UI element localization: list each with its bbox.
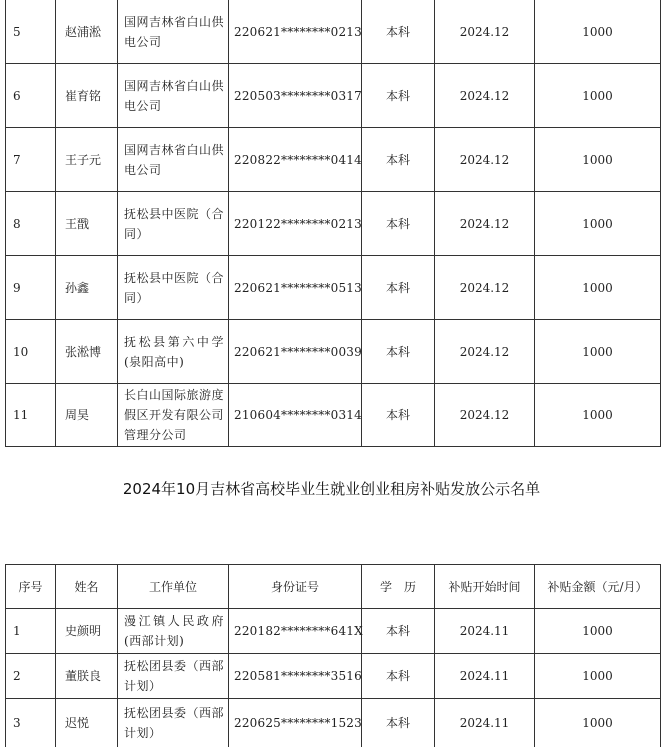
cell-start-date: 2024.12 bbox=[435, 256, 535, 320]
cell-index: 6 bbox=[6, 64, 56, 128]
header-employer: 工作单位 bbox=[118, 565, 229, 609]
cell-index: 7 bbox=[6, 128, 56, 192]
document-title: 2024年10月吉林省高校毕业生就业创业租房补贴发放公示名单 bbox=[122, 480, 541, 498]
cell-id-number: 220822********0414 bbox=[229, 128, 362, 192]
cell-id-number: 220503********0317 bbox=[229, 64, 362, 128]
cell-amount: 1000 bbox=[535, 192, 661, 256]
cell-employer: 抚松团县委（西部计划） bbox=[118, 654, 229, 699]
cell-education: 本科 bbox=[362, 192, 435, 256]
cell-name: 王戬 bbox=[56, 192, 118, 256]
table-row bbox=[6, 64, 661, 128]
cell-index: 1 bbox=[6, 609, 56, 654]
cell-amount: 1000 bbox=[535, 128, 661, 192]
cell-amount: 1000 bbox=[535, 64, 661, 128]
cell-name: 王子元 bbox=[56, 128, 118, 192]
table-row bbox=[6, 192, 661, 256]
cell-name: 迟悦 bbox=[56, 699, 118, 748]
cell-id-number: 220621********0513 bbox=[229, 256, 362, 320]
cell-start-date: 2024.11 bbox=[435, 654, 535, 699]
cell-amount: 1000 bbox=[535, 654, 661, 699]
table-row bbox=[6, 384, 661, 447]
cell-education: 本科 bbox=[362, 609, 435, 654]
cell-index: 5 bbox=[6, 0, 56, 64]
table-row bbox=[6, 654, 661, 699]
cell-id-number: 220581********3516 bbox=[229, 654, 362, 699]
cell-index: 11 bbox=[6, 384, 56, 447]
table-row bbox=[6, 256, 661, 320]
subsidy-table-continued bbox=[5, 0, 661, 447]
cell-employer: 国网吉林省白山供电公司 bbox=[118, 0, 229, 64]
table-row bbox=[6, 0, 661, 64]
cell-amount: 1000 bbox=[535, 0, 661, 64]
cell-name: 张淞博 bbox=[56, 320, 118, 384]
header-id-number: 身份证号 bbox=[229, 565, 362, 609]
table-row bbox=[6, 609, 661, 654]
cell-index: 3 bbox=[6, 699, 56, 748]
cell-start-date: 2024.12 bbox=[435, 64, 535, 128]
cell-id-number: 220621********0213 bbox=[229, 0, 362, 64]
cell-amount: 1000 bbox=[535, 256, 661, 320]
cell-index: 10 bbox=[6, 320, 56, 384]
cell-education: 本科 bbox=[362, 128, 435, 192]
cell-education: 本科 bbox=[362, 256, 435, 320]
cell-education: 本科 bbox=[362, 384, 435, 447]
header-amount: 补贴金额（元/月） bbox=[535, 565, 661, 609]
cell-start-date: 2024.12 bbox=[435, 128, 535, 192]
cell-start-date: 2024.12 bbox=[435, 0, 535, 64]
table-row bbox=[6, 128, 661, 192]
cell-index: 9 bbox=[6, 256, 56, 320]
cell-name: 董朕良 bbox=[56, 654, 118, 699]
cell-employer: 抚松县中医院（合同） bbox=[118, 256, 229, 320]
table-header-row bbox=[6, 565, 661, 609]
header-start-date: 补贴开始时间 bbox=[435, 565, 535, 609]
cell-employer: 国网吉林省白山供电公司 bbox=[118, 128, 229, 192]
cell-start-date: 2024.12 bbox=[435, 384, 535, 447]
table-row bbox=[6, 320, 661, 384]
cell-employer: 长白山国际旅游度假区开发有限公司管理分公司 bbox=[118, 384, 229, 447]
cell-amount: 1000 bbox=[535, 384, 661, 447]
cell-index: 2 bbox=[6, 654, 56, 699]
cell-employer: 抚松县第六中学(泉阳高中) bbox=[118, 320, 229, 384]
cell-employer: 抚松团县委（西部计划） bbox=[118, 699, 229, 748]
cell-start-date: 2024.11 bbox=[435, 699, 535, 748]
header-index: 序号 bbox=[6, 565, 56, 609]
cell-id-number: 220621********0039 bbox=[229, 320, 362, 384]
cell-employer: 抚松县中医院（合同） bbox=[118, 192, 229, 256]
cell-name: 崔育铭 bbox=[56, 64, 118, 128]
cell-start-date: 2024.12 bbox=[435, 320, 535, 384]
cell-education: 本科 bbox=[362, 320, 435, 384]
cell-education: 本科 bbox=[362, 64, 435, 128]
cell-name: 孙鑫 bbox=[56, 256, 118, 320]
cell-start-date: 2024.11 bbox=[435, 609, 535, 654]
subsidy-table bbox=[5, 564, 661, 747]
cell-name: 史颜明 bbox=[56, 609, 118, 654]
cell-name: 周昊 bbox=[56, 384, 118, 447]
cell-index: 8 bbox=[6, 192, 56, 256]
header-name: 姓名 bbox=[56, 565, 118, 609]
cell-employer: 漫江镇人民政府(西部计划) bbox=[118, 609, 229, 654]
cell-employer: 国网吉林省白山供电公司 bbox=[118, 64, 229, 128]
cell-education: 本科 bbox=[362, 0, 435, 64]
cell-id-number: 220625********1523 bbox=[229, 699, 362, 748]
cell-id-number: 210604********0314 bbox=[229, 384, 362, 447]
table-row bbox=[6, 699, 661, 748]
cell-id-number: 220182********641X bbox=[229, 609, 362, 654]
cell-id-number: 220122********0213 bbox=[229, 192, 362, 256]
cell-amount: 1000 bbox=[535, 609, 661, 654]
cell-name: 赵浦淞 bbox=[56, 0, 118, 64]
cell-education: 本科 bbox=[362, 699, 435, 748]
cell-amount: 1000 bbox=[535, 699, 661, 748]
cell-amount: 1000 bbox=[535, 320, 661, 384]
header-education: 学 历 bbox=[362, 565, 435, 609]
cell-education: 本科 bbox=[362, 654, 435, 699]
cell-start-date: 2024.12 bbox=[435, 192, 535, 256]
